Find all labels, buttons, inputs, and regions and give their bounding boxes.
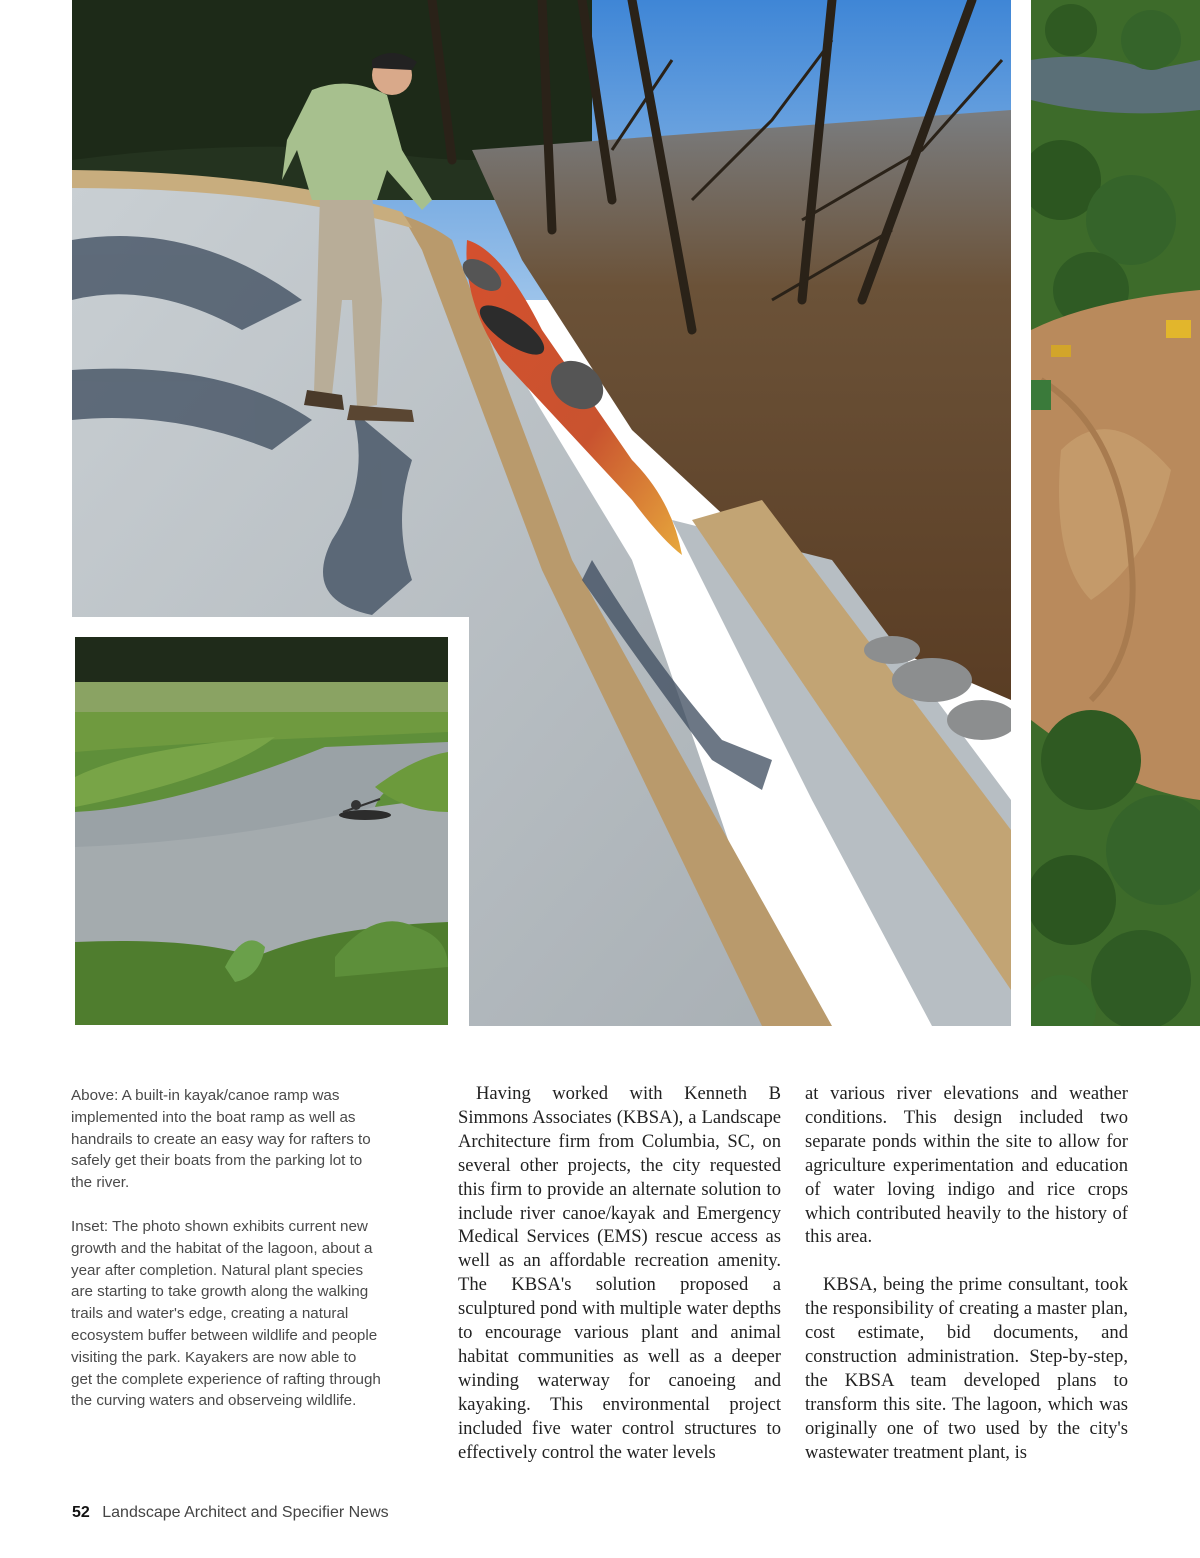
article-paragraph: Having worked with Kenneth B Simmons Associates (KBSA), a Landscape Architecture firm from Columbia, SC, on several other projects, the city requested this firm to provide an alternate solution to include river canoe/kayak and Emergency Medical Services (EMS) rescue access as well as an affordable recreation amenity. The KBSA's solution proposed a sculptured pond with multiple water depths to encourage various plant and animal habitat communities as well as a deeper winding waterway for canoeing and kayaking. This environmental project included five water control structures to effectively control the water levels — [458, 1083, 781, 1463]
caption-above: Above: A built-in kayak/canoe ramp was implemented into the boat ramp as well as handrails to create an easy way for rafters to safely get their boats from the parking lot to the river. — [71, 1087, 371, 1192]
page-number: 52 — [72, 1504, 90, 1521]
aerial-construction-photo — [1031, 0, 1200, 1026]
article-column-2 — [805, 1082, 1128, 1465]
lagoon-illustration — [75, 637, 448, 1025]
publication-name: Landscape Architect and Specifier News — [102, 1504, 389, 1521]
caption-inset: Inset: The photo shown exhibits current new growth and the habitat of the lagoon, about a year after completion. Natural plant species are starting to take growth along the walking trails and water's edge, creating a natural ecosystem buffer between wildlife and people visiting the park. Kayakers are now able to get the complete experience of rafting through the curving waters and observeing wildlife. — [71, 1218, 381, 1410]
lagoon-inset-photo — [75, 637, 448, 1025]
article-column-1 — [458, 1082, 781, 1465]
aerial-site-illustration — [1031, 0, 1200, 1026]
page-footer — [72, 1504, 389, 1522]
article-paragraph: KBSA, being the prime consultant, took the responsibility of creating a master plan, cost estimate, bid documents, and construction administration. Step-by-step, the KBSA team developed plans to transform this site. The lagoon, which was originally one of two used by the city's wastewater treatment plant, is — [805, 1274, 1128, 1463]
article-paragraph: at various river elevations and weather conditions. This design included two separate ponds within the site to allow for agriculture experimentation and education of water loving indigo and rice crops which contributed heavily to the history of this area. — [805, 1083, 1128, 1248]
